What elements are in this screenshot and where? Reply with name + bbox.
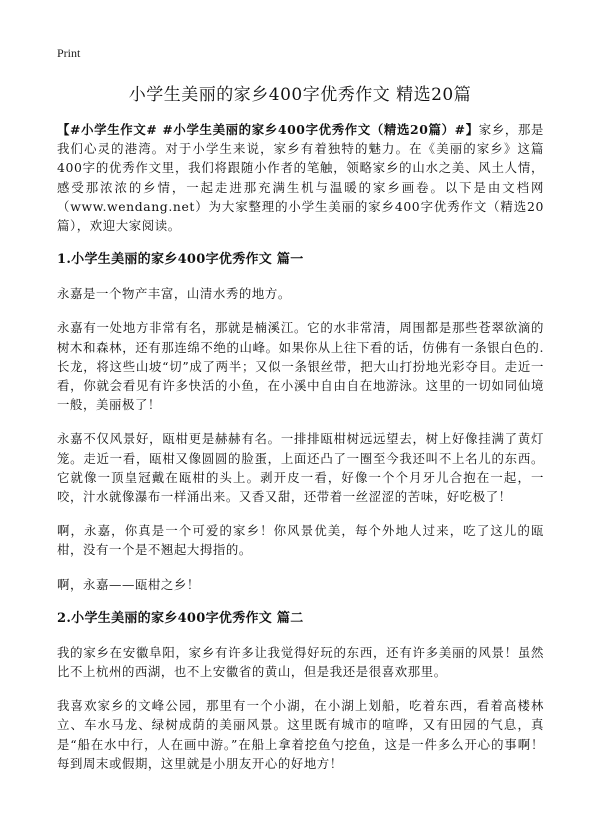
section-heading: 1.小学生美丽的家乡400字优秀作文 篇一 [57,252,304,268]
section-paragraph: 永嘉是一个物产丰富，山清水秀的地方。 [57,286,291,302]
intro-text: 家乡，那是我们心灵的港湾。对于小学生来说，家乡有着独特的魅力。在《美丽的家乡》这篇400字的优秀作文里，我们将跟随小作者的笔触，领略家乡的山水之美、风土人情，感受那浓浓的乡情，一起走进那充满生机与温暖的家乡画卷。以下是由文档网（www.wendang.net）为大家整理的小学生美丽的家乡400字优秀作文（精选20篇），欢迎大家阅读。 [57,122,545,234]
section-heading: 2.小学生美丽的家乡400字优秀作文 篇二 [57,610,304,626]
section-paragraph: 我喜欢家乡的文峰公园，那里有一个小湖，在小湖上划船，吃着东西，看着高楼林立、车水马龙、绿树成荫的美丽风景。这里既有城市的喧哗，又有田园的气息，真是“船在水中行，人在画中游。”在船上拿着挖鱼勺挖鱼，这是一件多么开心的事啊！每到周末或假期，这里就是小朋友开心的好地方！ [57,698,544,771]
section-paragraph: 永嘉有一处地方非常有名，那就是楠溪江。它的水非常清，周围都是那些苍翠欲滴的树木和森林，还有那连绵不绝的山峰。如果你从上往下看的话，仿佛有一条银白色的.长龙，将这些山坡“切”成了两半；又似一条银丝带，把大山打扮地光彩夺目。走近一看，你就会看见有许多快活的小鱼，在小溪中自由自在地游泳。这里的一切如同仙境一般，美丽极了！ [57,320,544,413]
section-paragraph: 啊，永嘉，你真是一个可爱的家乡！你风景优美，每个外地人过来，吃了这儿的瓯柑，没有一个是不翘起大拇指的。 [57,523,544,558]
document-title: 小学生美丽的家乡400字优秀作文 精选20篇 [128,85,472,105]
section-paragraph: 我的家乡在安徽阜阳，家乡有许多让我觉得好玩的东西，还有许多美丽的风景！虽然比不上杭州的西湖，也不上安徽省的黄山，但是我还是很喜欢那里。 [57,644,544,680]
intro-tag: 【#小学生作文# #小学生美丽的家乡400字优秀作文（精选20篇）#】 [57,122,479,137]
section-paragraph: 啊，永嘉——瓯柑之乡！ [57,576,200,592]
document-body [57,120,544,788]
section-paragraph: 永嘉不仅风景好，瓯柑更是赫赫有名。一排排瓯柑树远远望去，树上好像挂满了黄灯笼。走近一看，瓯柑又像圆圆的脸蛋，上面还凸了一圈至今我还叫不上名儿的东西。它就像一顶皇冠戴在瓯柑的头上。剥开皮一看，好像一个个月牙儿合抱在一起，一咬，汁水就像瀑布一样涌出来。又香又甜，还带着一丝涩涩的苦味，好吃极了！ [57,431,544,505]
intro-paragraph [57,120,544,235]
print-link[interactable]: Print [57,46,81,60]
